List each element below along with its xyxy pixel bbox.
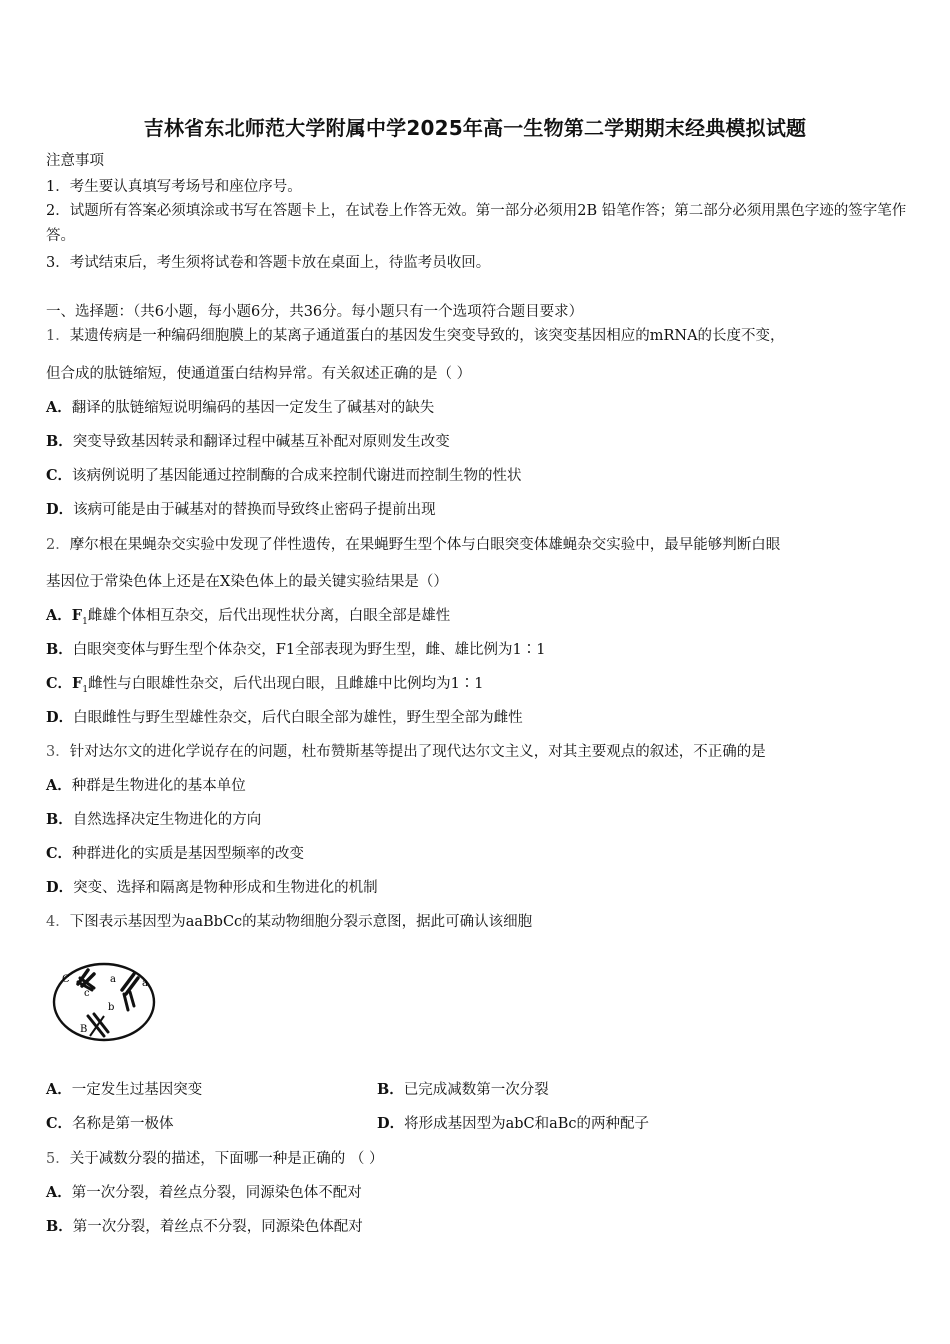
notice-item-1: 1．考生要认真填写考场号和座位序号。: [46, 179, 302, 195]
question-text: 下图表示基因型为aaBbCc的某动物细胞分裂示意图，据此可确认该细胞: [69, 914, 533, 930]
q3-option-d[interactable]: [46, 878, 378, 898]
notice-item-3: 3．考试结束后，考生须将试卷和答题卡放在桌面上，待监考员收回。: [46, 255, 491, 271]
option-letter: B．: [46, 1218, 73, 1235]
option-text: 该病例说明了基因能通过控制酶的合成来控制代谢进而控制生物的性状: [72, 468, 522, 484]
option-text: 雌性与白眼雄性杂交，后代出现白眼，且雌雄中比例均为1∶1: [88, 676, 484, 692]
chromosome-right-2: [124, 992, 134, 1010]
option-letter: D．: [46, 709, 74, 726]
option-letter: C．: [46, 845, 73, 862]
option-text: 种群是生物进化的基本单位: [71, 778, 246, 794]
question-2: [46, 535, 780, 555]
question-1-cont: 但合成的肽链缩短，使通道蛋白结构异常。有关叙述正确的是（ ）: [46, 366, 472, 382]
question-text: 某遗传病是一种编码细胞膜上的某离子通道蛋白的基因发生突变导致的，该突变基因相应的mRNA的长度不变，: [69, 328, 785, 344]
option-text: 第一次分裂，着丝点分裂，同源染色体不配对: [71, 1185, 362, 1201]
gene-label: a: [110, 974, 116, 985]
option-text: 突变、选择和隔离是物种形成和生物进化的机制: [73, 880, 378, 896]
question-number: 5．: [46, 1151, 70, 1167]
q1-option-a[interactable]: [46, 398, 434, 418]
gene-label: c: [84, 988, 90, 999]
option-letter: B．: [377, 1081, 404, 1098]
question-5: [46, 1149, 383, 1169]
option-letter: A．: [46, 1184, 72, 1201]
option-text: 雌雄个体相互杂交，后代出现性状分离，白眼全部是雄性: [87, 608, 451, 624]
option-subscript: 1: [82, 616, 88, 627]
option-letter: C．: [46, 1115, 73, 1132]
option-letter: A．: [46, 777, 72, 794]
option-text: 第一次分裂，着丝点不分裂，同源染色体配对: [72, 1219, 363, 1235]
question-3: [46, 742, 766, 762]
option-subscript: 1: [82, 684, 89, 695]
option-letter: C．: [46, 467, 73, 484]
option-text: 翻译的肽链缩短说明编码的基因一定发生了碱基对的缺失: [71, 400, 435, 416]
q2-option-d[interactable]: [46, 708, 523, 728]
cell-division-diagram: [48, 960, 160, 1044]
option-text: 该病可能是由于碱基对的替换而导致终止密码子提前出现: [73, 502, 436, 518]
option-text: 白眼雌性与野生型雄性杂交，后代白眼全部为雄性，野生型全部为雌性: [73, 710, 523, 726]
option-prefix: F: [71, 607, 83, 624]
question-1: [46, 326, 785, 346]
q2-option-c[interactable]: [46, 674, 484, 700]
q5-option-a[interactable]: [46, 1183, 362, 1203]
q1-option-c[interactable]: [46, 466, 522, 486]
question-text: 针对达尔文的进化学说存在的问题，杜布赞斯基等提出了现代达尔文主义，对其主要观点的叙述，不正确的是: [69, 744, 766, 760]
gene-label: b: [108, 1002, 115, 1013]
q1-option-d[interactable]: [46, 500, 436, 520]
question-number: 1．: [46, 328, 70, 344]
section-heading: 一、选择题：（共6小题，每小题6分，共36分。每小题只有一个选项符合题目要求）: [46, 304, 584, 320]
q1-option-b[interactable]: [46, 432, 450, 452]
question-number: 3．: [46, 744, 70, 760]
option-text: 自然选择决定生物进化的方向: [72, 812, 262, 828]
option-text: 名称是第一极体: [72, 1116, 174, 1132]
notice-item-2: 2．试题所有答案必须填涂或书写在答题卡上，在试卷上作答无效。第一部分必须用2B 铅笔作答；第二部分必须用黑色字迹的签字笔作答。: [46, 203, 907, 244]
q4-option-d[interactable]: [377, 1114, 649, 1134]
q2-option-b[interactable]: [46, 640, 546, 660]
q3-option-b[interactable]: [46, 810, 261, 830]
option-text: 突变导致基因转录和翻译过程中碱基互补配对原则发生改变: [72, 434, 450, 450]
gene-label: B: [80, 1024, 88, 1035]
page-title: 吉林省东北师范大学附属中学2025年高一生物第二学期期末经典模拟试题: [143, 116, 807, 140]
option-letter: D．: [377, 1115, 405, 1132]
option-letter: B．: [46, 641, 73, 658]
option-text: 白眼突变体与野生型个体杂交，F1全部表现为野生型，雌、雄比例为1∶1: [72, 642, 546, 658]
question-number: 4．: [46, 914, 70, 930]
option-text: 一定发生过基因突变: [71, 1082, 203, 1098]
question-number: 2．: [46, 537, 70, 553]
option-text: 已完成减数第一次分裂: [403, 1082, 549, 1098]
option-prefix: F: [72, 675, 83, 692]
option-letter: D．: [46, 501, 74, 518]
notice-heading: 注意事项: [46, 153, 104, 169]
option-letter: B．: [46, 811, 73, 828]
option-text: 将形成基因型为abC和aBc的两种配子: [404, 1116, 650, 1132]
option-letter: A．: [46, 399, 72, 416]
question-text: 摩尔根在果蝇杂交实验中发现了伴性遗传，在果蝇野生型个体与白眼突变体雄蝇杂交实验中，最早能够判断白眼: [69, 537, 781, 553]
option-text: 种群进化的实质是基因型频率的改变: [72, 846, 305, 862]
q5-option-b[interactable]: [46, 1217, 363, 1237]
option-letter: B．: [46, 433, 73, 450]
gene-label: C: [62, 974, 70, 985]
q4-option-b[interactable]: [377, 1080, 549, 1100]
q3-option-c[interactable]: [46, 844, 304, 864]
option-letter: A．: [46, 607, 72, 624]
gene-label: a: [142, 978, 148, 989]
question-4: [46, 912, 532, 932]
q4-option-c[interactable]: [46, 1114, 174, 1134]
q3-option-a[interactable]: [46, 776, 246, 796]
q4-option-a[interactable]: [46, 1080, 202, 1100]
question-2-cont: 基因位于常染色体上还是在X染色体上的最关键实验结果是（）: [46, 574, 448, 590]
question-text: 关于减数分裂的描述，下面哪一种是正确的 （ ）: [69, 1151, 384, 1167]
option-letter: A．: [46, 1081, 72, 1098]
option-letter: C．: [46, 675, 73, 692]
q2-option-a[interactable]: [46, 606, 450, 632]
option-letter: D．: [46, 879, 74, 896]
